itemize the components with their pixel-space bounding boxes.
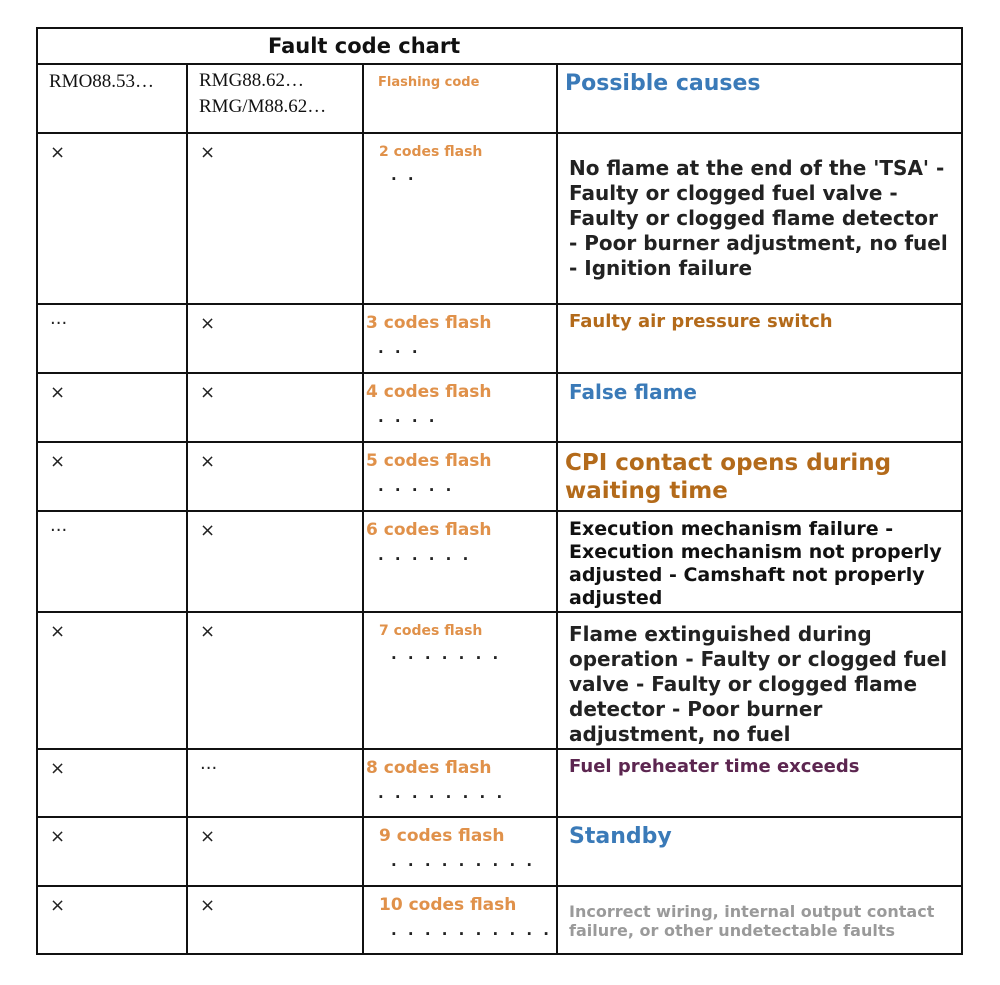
mark-cell: × — [37, 817, 187, 886]
cause-cell: CPI contact opens during waiting time — [557, 442, 962, 511]
mark-cell: × — [187, 304, 363, 373]
header-model-rmg-line2: RMG/M88.62… — [199, 96, 327, 117]
mark-cell: × — [187, 373, 363, 442]
flash-dots: · · · · — [378, 412, 438, 430]
flash-code-label: 4 codes flash — [366, 382, 492, 402]
mark-cell: × — [187, 511, 363, 612]
table-row — [37, 749, 962, 817]
flash-code-cell — [363, 886, 557, 954]
header-model-rmo: RMO88.53… — [37, 64, 187, 133]
mark-cell: × — [37, 133, 187, 304]
cause-cell: Faulty air pressure switch — [557, 304, 962, 373]
flash-code-cell — [363, 304, 557, 373]
flash-code-label: 8 codes flash — [366, 758, 492, 778]
cause-cell: Fuel preheater time exceeds — [557, 749, 962, 817]
cause-cell: Execution mechanism failure - Execution mechanism not properly adjusted - Camshaft not properly adjusted — [557, 511, 962, 612]
flash-code-cell — [363, 442, 557, 511]
flash-dots: · · · · · · · — [391, 649, 502, 667]
header-flashing-code: Flashing code — [363, 64, 557, 133]
table-title: Fault code chart — [37, 28, 962, 64]
flash-code-cell — [363, 817, 557, 886]
flash-code-label: 5 codes flash — [366, 451, 492, 471]
mark-cell: × — [37, 373, 187, 442]
flash-code-cell — [363, 749, 557, 817]
header-model-rmg-line1: RMG88.62… — [199, 70, 305, 91]
cause-cell: Flame extinguished during operation - Faulty or clogged fuel valve - Faulty or clogged flame detector - Poor burner adjustment, no fuel — [557, 612, 962, 749]
header-model-rmg — [187, 64, 363, 133]
mark-cell: × — [187, 133, 363, 304]
table-row — [37, 886, 962, 954]
flash-dots: · · · · · — [378, 481, 455, 499]
table-row — [37, 612, 962, 749]
flash-code-label: 7 codes flash — [379, 623, 483, 639]
title-row — [37, 28, 962, 64]
table-row — [37, 442, 962, 511]
flash-code-label: 6 codes flash — [366, 520, 492, 540]
flash-code-cell — [363, 511, 557, 612]
flash-code-cell — [363, 612, 557, 749]
mark-cell: × — [187, 612, 363, 749]
flash-dots: · · · — [378, 343, 421, 361]
fault-code-table — [36, 27, 963, 955]
flash-code-cell — [363, 133, 557, 304]
mark-cell: ··· — [37, 511, 187, 612]
mark-cell: × — [187, 442, 363, 511]
header-possible-causes: Possible causes — [557, 64, 962, 133]
mark-cell: × — [37, 612, 187, 749]
flash-code-label: 3 codes flash — [366, 313, 492, 333]
flash-dots: · · · · · · · · · — [391, 856, 536, 874]
flash-dots: · · · · · · · · · · — [391, 925, 552, 943]
table-row — [37, 133, 962, 304]
flash-code-cell — [363, 373, 557, 442]
flash-code-label: 10 codes flash — [379, 895, 517, 915]
flash-dots: · · — [391, 170, 417, 188]
mark-cell: × — [37, 442, 187, 511]
table-row — [37, 511, 962, 612]
cause-cell: Incorrect wiring, internal output contact failure, or other undetectable faults — [557, 886, 962, 954]
flash-dots: · · · · · · · · — [378, 788, 506, 806]
flash-code-label: 9 codes flash — [379, 826, 505, 846]
mark-cell: × — [37, 749, 187, 817]
cause-cell: No flame at the end of the 'TSA' - Faulty or clogged fuel valve - Faulty or clogged flame detector - Poor burner adjustment, no fuel - Ignition failure — [557, 133, 962, 304]
table-row — [37, 817, 962, 886]
mark-cell: ··· — [187, 749, 363, 817]
flash-code-label: 2 codes flash — [379, 144, 483, 160]
mark-cell: × — [187, 886, 363, 954]
table-row — [37, 304, 962, 373]
mark-cell: ··· — [37, 304, 187, 373]
cause-cell: False flame — [557, 373, 962, 442]
mark-cell: × — [187, 817, 363, 886]
table-row — [37, 373, 962, 442]
flash-dots: · · · · · · — [378, 550, 472, 568]
header-row — [37, 64, 962, 133]
cause-cell: Standby — [557, 817, 962, 886]
mark-cell: × — [37, 886, 187, 954]
